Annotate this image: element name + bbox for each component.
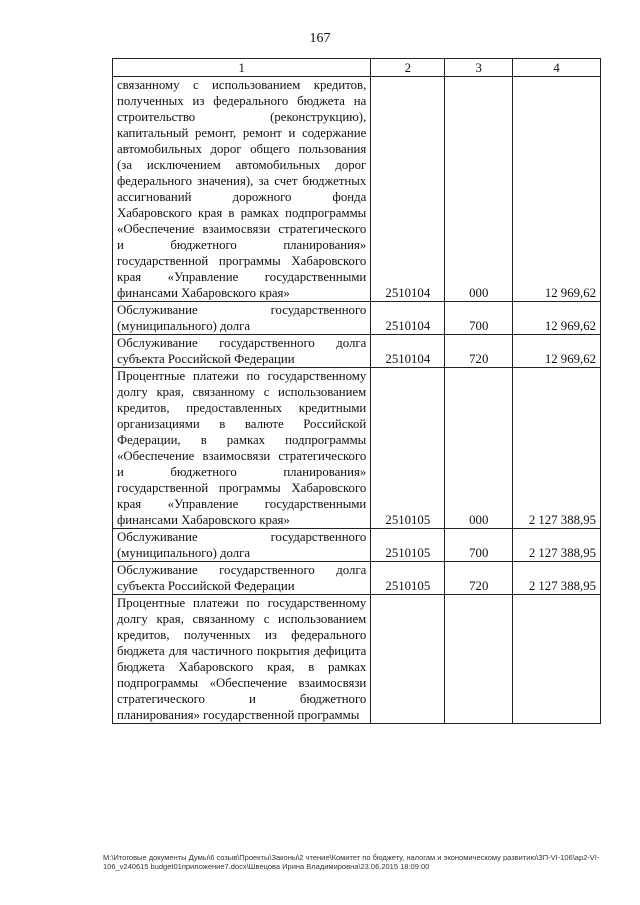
column-header-4: 4 xyxy=(513,59,601,77)
row-description: Процентные платежи по государственному долгу края, связанному с использованием кредитов, предоставленных кредитными организациями в валюте Российской Федерации, в рамках подпрограммы «Обеспечение взаимосвязи стратегического и бюджетного планирования» государственной программы Хабаровского края «Управление государственными финансами Хабаровского края» xyxy=(113,368,371,529)
row-amount: 2 127 388,95 xyxy=(513,368,601,529)
table-header-row xyxy=(113,59,601,77)
file-path-line-1: M:\Итоговые документы Думы\6 созыв\Проекты\Законы\2 чтение\Комитет по бюджету, налогам и экономическому развитию\ЗП-VI-106\ap2-VI- xyxy=(103,853,600,862)
table-row xyxy=(113,335,601,368)
file-path-footer xyxy=(103,853,603,871)
column-header-1: 1 xyxy=(113,59,371,77)
row-description: Обслуживание государственного долга субъекта Российской Федерации xyxy=(113,335,371,368)
row-expense-type: 720 xyxy=(445,335,513,368)
row-amount: 2 127 388,95 xyxy=(513,529,601,562)
table-row xyxy=(113,529,601,562)
row-target-code: 2510105 xyxy=(371,529,445,562)
row-description: Обслуживание государственного (муниципального) долга xyxy=(113,302,371,335)
file-path-line-2: 106_v240615 budget01приложение7.docx\Швецова Ирина Владимировна\23.06.2015 18:09:00 xyxy=(103,862,430,871)
column-header-3: 3 xyxy=(445,59,513,77)
row-expense-type: 720 xyxy=(445,562,513,595)
row-target-code xyxy=(371,595,445,724)
table-row xyxy=(113,562,601,595)
row-target-code: 2510104 xyxy=(371,335,445,368)
row-target-code: 2510105 xyxy=(371,562,445,595)
row-amount: 12 969,62 xyxy=(513,77,601,302)
row-amount xyxy=(513,595,601,724)
table-row xyxy=(113,302,601,335)
budget-table xyxy=(112,58,601,724)
row-description: Обслуживание государственного долга субъекта Российской Федерации xyxy=(113,562,371,595)
row-amount: 2 127 388,95 xyxy=(513,562,601,595)
row-description: связанному с использованием кредитов, полученных из федерального бюджета на строительство (реконструкцию), капитальный ремонт, ремонт и содержание автомобильных дорог общего пользования (за исключением автомобильных дорог федерального значения), за счет бюджетных ассигнований дорожного фонда Хабаровского края в рамках подпрограммы «Обеспечение взаимосвязи стратегического и бюджетного планирования» государственной программы Хабаровского края «Управление государственными финансами Хабаровского края» xyxy=(113,77,371,302)
table-row xyxy=(113,595,601,724)
row-expense-type: 000 xyxy=(445,368,513,529)
row-target-code: 2510104 xyxy=(371,77,445,302)
page-number: 167 xyxy=(309,31,331,46)
column-header-2: 2 xyxy=(371,59,445,77)
row-expense-type xyxy=(445,595,513,724)
row-description: Процентные платежи по государственному долгу края, связанному с использованием кредитов, полученных из федерального бюджета для частичного покрытия дефицита бюджета Хабаровского края, в рамках подпрограммы «Обеспечение взаимосвязи стратегического и бюджетного планирования» государственной программы xyxy=(113,595,371,724)
row-description: Обслуживание государственного (муниципального) долга xyxy=(113,529,371,562)
row-amount: 12 969,62 xyxy=(513,302,601,335)
table-row xyxy=(113,77,601,302)
row-expense-type: 000 xyxy=(445,77,513,302)
row-expense-type: 700 xyxy=(445,302,513,335)
row-target-code: 2510104 xyxy=(371,302,445,335)
row-amount: 12 969,62 xyxy=(513,335,601,368)
row-expense-type: 700 xyxy=(445,529,513,562)
table-row xyxy=(113,368,601,529)
row-target-code: 2510105 xyxy=(371,368,445,529)
